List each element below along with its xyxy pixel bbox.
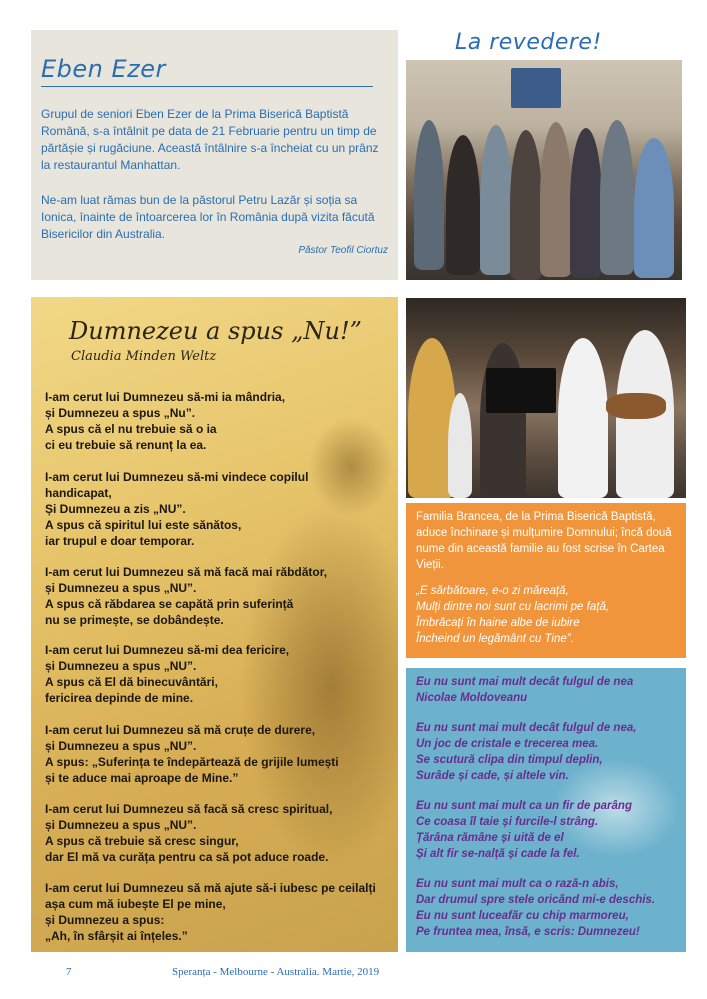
eben-ezer-title: Eben Ezer [41, 55, 166, 83]
page-number: 7 [66, 966, 72, 978]
fulgul-stanza: Eu nu sunt mai mult ca un fir de parâng Ce coasa îl taie și furcile-l strâng. Țărâna rămâne și uită de el Și alt fir se-nalță și cade la fel. [416, 800, 632, 860]
poem-stanza: I-am cerut lui Dumnezeu să-mi vindece copilul handicapat, Și Dumnezeu a zis „NU”. A spus că spiritul lui este sănătos, iar trupul e doar temporar. [45, 470, 309, 548]
title-underline [41, 86, 373, 87]
eben-ezer-box [31, 30, 398, 280]
brancea-paragraph: Familia Brancea, de la Prima Biserică Baptistă, aduce închinare și mulțumire Domnului; încă două nume din această familie au fost scrise în Cartea Vieții. [416, 511, 672, 571]
eben-ezer-paragraph-2: Ne-am luat rămas bun de la păstorul Petru Lazăr și soția sa Ionica, înainte de întoarcerea lor în România după vizita făcută Bisericilor din Australia. [41, 193, 375, 241]
footer-text: Speranța - Melbourne - Australia. Martie, 2019 [172, 966, 380, 978]
poem-stanza: I-am cerut lui Dumnezeu să facă să cresc spiritual, și Dumnezeu a spus „NU”. A spus că trebuie să cresc singur, dar El mă va curăța pentru ca să pot aduce roade. [45, 802, 333, 864]
fulgul-de-nea-box [406, 668, 686, 952]
fulgul-stanza: Eu nu sunt mai mult decât fulgul de nea, Un joc de cristale e trecerea mea. Se scutură clipa din timpul deplin, Surâde și cade, și altele vin. [416, 722, 637, 782]
brancea-verse: „E sărbătoare, e-o zi măreață, Mulți dintre noi sunt cu lacrimi pe față, Îmbrăcați în haine albe de iubire Încheind un legământ cu Tine”. [416, 585, 610, 645]
seniors-group-photo [406, 60, 682, 280]
brancea-family-box [406, 503, 686, 658]
poem-stanza: I-am cerut lui Dumnezeu să-mi ia mândria, și Dumnezeu a spus „Nu”. A spus că el nu trebuie să o ia ci eu trebuie să renunț la ea. [45, 390, 286, 452]
fulgul-stanza: Eu nu sunt mai mult ca o rază-n abis, Dar drumul spre stele oricând mi-e deschis. Eu nu sunt luceafăr cu chip marmoreu, Pe fruntea mea, însă, e scris: Dumnezeu! [416, 878, 656, 938]
eben-ezer-paragraph-1: Grupul de seniori Eben Ezer de la Prima Biserică Baptistă Română, s-a întâlnit pe data de 21 Februarie pentru un timp de părtășie și rugăciune. Această întâlnire s-a încheiat cu un prânz la restaurantul Manhattan. [41, 107, 379, 172]
poem-author: Claudia Minden Weltz [71, 349, 217, 364]
fulgul-heading [416, 674, 678, 706]
fulgul-title: Eu nu sunt mai mult decât fulgul de nea [416, 676, 634, 688]
poem-stanza: I-am cerut lui Dumnezeu să mă ajute să-i iubesc pe ceilalți așa cum mă iubește El pe mine, și Dumnezeu a spus: „Ah, în sfârșit ai înțeles.” [45, 881, 376, 943]
poem-panel [31, 297, 398, 952]
poem-stanza: I-am cerut lui Dumnezeu să-mi dea fericire, și Dumnezeu a spus „NU”. A spus că El dă binecuvântări, fericirea depinde de mine. [45, 643, 290, 705]
poem-stanza: I-am cerut lui Dumnezeu să mă cruțe de durere, și Dumnezeu a spus „NU”. A spus: „Suferința te îndepărtează de grijile lumești și te aduce mai aproape de Mine.” [45, 723, 339, 785]
revedere-title: La revedere! [455, 30, 602, 55]
eben-ezer-signature: Păstor Teofil Ciortuz [298, 245, 388, 256]
family-worship-photo [406, 298, 686, 498]
poem-stanza: I-am cerut lui Dumnezeu să mă facă mai răbdător, și Dumnezeu a spus „NU”. A spus că răbdarea se capătă prin suferință nu se primește, se dobândește. [45, 565, 328, 627]
poem-title: Dumnezeu a spus „Nu!” [69, 317, 362, 345]
fulgul-author: Nicolae Moldoveanu [416, 692, 528, 704]
